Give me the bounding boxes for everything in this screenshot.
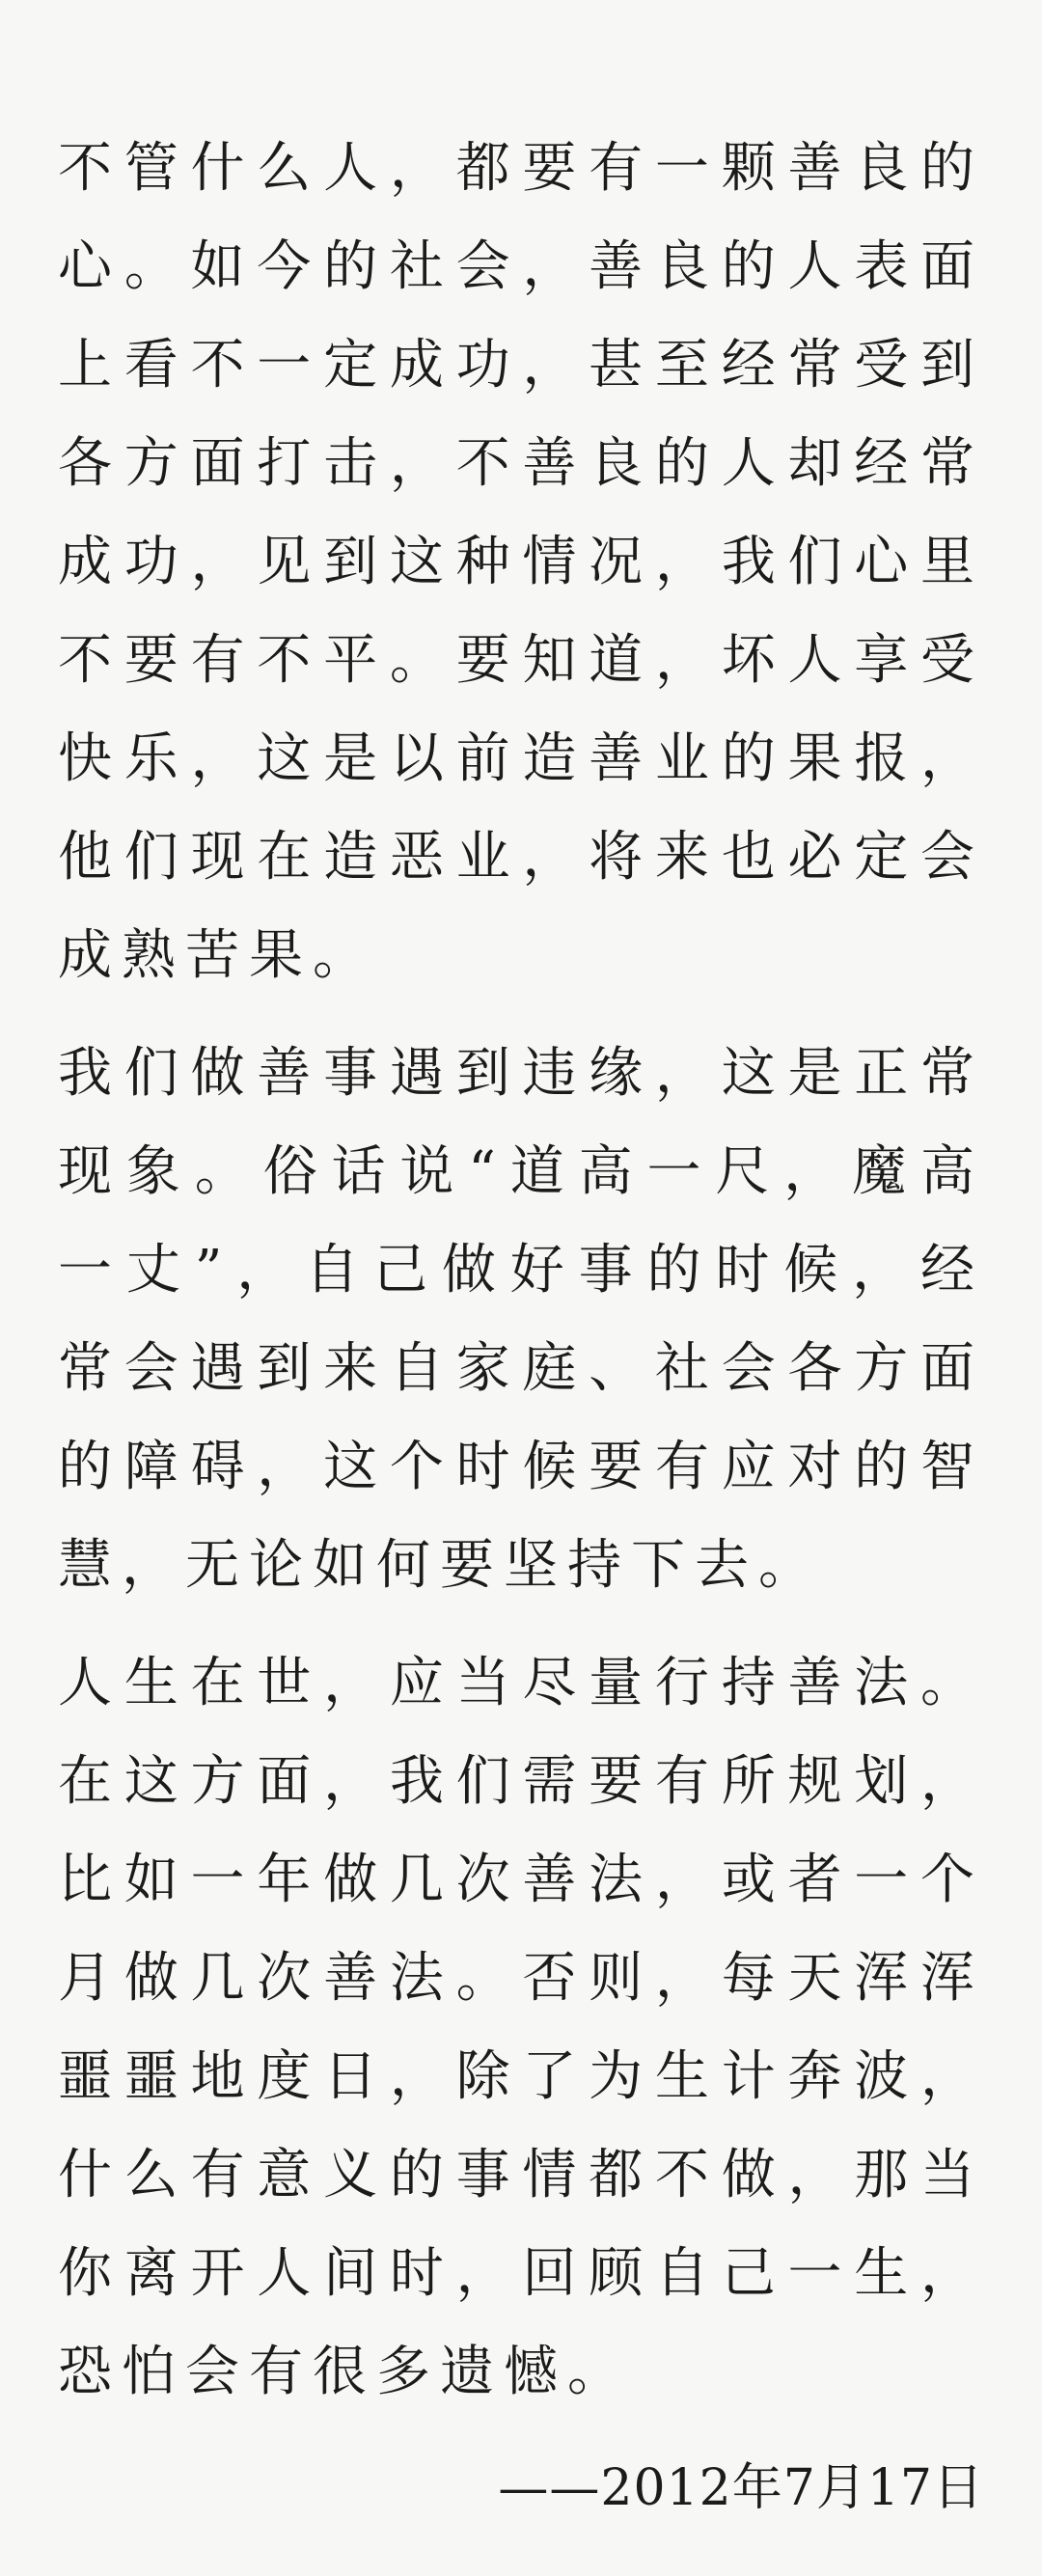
date-signature: ——2012年7月17日 <box>498 2459 984 2517</box>
paragraph-3: 人生在世，应当尽量行持善法。在这方面，我们需要有所规划，比如一年做几次善法，或者一个月做几次善法。否则，每天浑浑噩噩地度日，除了为生计奔波，什么有意义的事情都不做，那当你离开人间时，回顾自己一生，恐怕会有很多遗憾。 <box>58 1652 984 2403</box>
paragraph-1: 不管什么人，都要有一颗善良的心。如今的社会，善良的人表面上看不一定成功，甚至经常受到各方面打击，不善良的人却经常成功，见到这种情况，我们心里不要有不平。要知道，坏人享受快乐，这是以前造善业的果报，他们现在造恶业，将来也必定会成熟苦果。 <box>58 137 984 987</box>
paragraph-2: 我们做善事遇到违缘，这是正常现象。俗话说“道高一尺，魔高一丈”，自己做好事的时候，经常会遇到来自家庭、社会各方面的障碍，这个时候要有应对的智慧，无论如何要坚持下去。 <box>58 1042 984 1597</box>
